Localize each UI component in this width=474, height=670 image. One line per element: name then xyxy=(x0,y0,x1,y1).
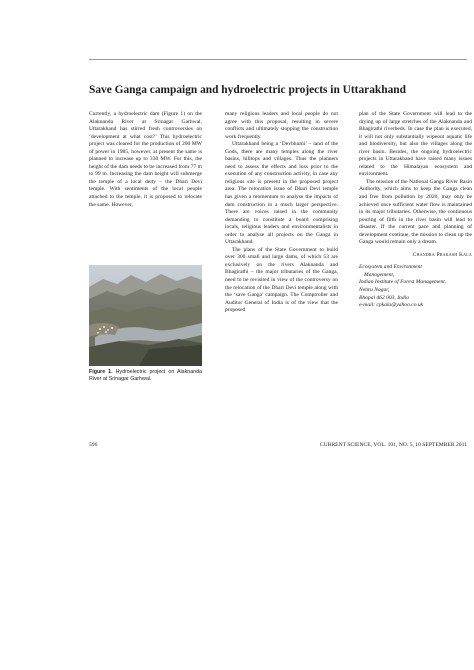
affiliation-line: Ecosystem and Environment xyxy=(359,264,422,271)
article-title: Save Ganga campaign and hydroelectric projects in Uttarakhand xyxy=(89,84,406,96)
column-3 xyxy=(359,111,472,408)
figure-caption-text: Hydroelectric project on Alaknanda River at Srinagar Garhwal. xyxy=(89,369,202,383)
dam-landscape-photo xyxy=(89,265,202,366)
affiliation-line: Nehru Nagar, xyxy=(359,287,390,294)
paragraph: Currently, a hydroelectric dam (Figure 1) on the Alaknanda River at Srinagar Garhwal, Uttarakhand has stirred fresh controversies on ‘development at what cost?’ This hydroelectric project was cleared for the production of 200 MW of power in 1985, however, at present the same is planned to increase up to 330 MW. For this, the height of the dam needs to be increased from 77 m to 99 m. Increasing the dam height will submerge the temple of a local deity – the Dhari Devi temple. With sentiments of the local people attached to the temple, it is proposed to relocate the same. However, xyxy=(89,111,202,208)
top-divider xyxy=(89,59,467,60)
paragraph: plan of the State Government will lead to the drying up of large stretches of the Alaknanda and Bhagirathi riverbeds. In case the plan is executed, it will not only substantially wipeout aquatic life and biodiversity, but also the villages along the river basin. Besides, the ongoing hydroelectric projects in Uttarakhand have raised many issues related to the Himalayan ecosystem and environment. xyxy=(359,111,472,178)
affiliation-line: Bhopal 462 003, India xyxy=(359,294,409,301)
author-affiliation xyxy=(359,264,472,309)
author-email[interactable]: e-mail: cpkala@yahoo.co.uk xyxy=(359,302,424,309)
paragraph: The mission of the National Ganga River Basin Authority, which aims to keep the Ganga clean and free from pollution by 2020, may only be achieved once sufficient water flow is maintained in its major tributaries. Otherwise, the continuous pouring of filth in the river basin will lead to disaster. If the current pace and planning of development continue, the mission to clean up the Ganga would remain only a dream. xyxy=(359,178,472,246)
figure-photo xyxy=(89,265,202,366)
paragraph: Uttarakhand being a ‘Devbhumi’ – land of the Gods, there are many temples along the river basins, hilltops and villages. Thus the planners need to assess the effects and loss prior to the execution of any construction activity, in case any religious site is present in the proposed project area. The relocation issue of Dhari Devi temple has given a momentum to analyse the impacts of dam construction in a much larger perspective. There are voices raised in the community demanding to constitute a board comprising locals, religious leaders and environmentalists in order to analyse all projects on the Ganga in Uttarakhand. xyxy=(225,141,338,246)
figure-caption xyxy=(89,369,202,383)
author-name: Chandra Prakash Kala xyxy=(412,251,472,258)
affiliation-line: Management, xyxy=(364,271,395,278)
page-number: 596 xyxy=(89,442,98,448)
journal-citation: CURRENT SCIENCE, VOL. 101, NO. 5, 10 SEPTEMBER 2011 xyxy=(319,442,467,448)
figure-label: Figure 1. xyxy=(89,369,113,375)
column-2 xyxy=(225,111,338,408)
paragraph: The plans of the State Government to build over 300 small and large dams, of which 53 are exclusively on the rivers Alaknanda and Bhagirathi – the major tributaries of the Ganga, need to be revisited in view of the controversy on the relocation of the Dhari Devi temple along with the ‘save Ganga’ campaign. The Comptroller and Auditor General of India is of the view that the proposed xyxy=(225,246,338,314)
signature-block xyxy=(359,252,472,310)
paragraph: many religious leaders and local people do not agree with this proposal, resulting in severe conflicts and ultimately stopping the construction work frequently. xyxy=(225,111,338,140)
column-1 xyxy=(89,111,202,261)
affiliation-line: Indian Institute of Forest Management, xyxy=(359,279,447,286)
